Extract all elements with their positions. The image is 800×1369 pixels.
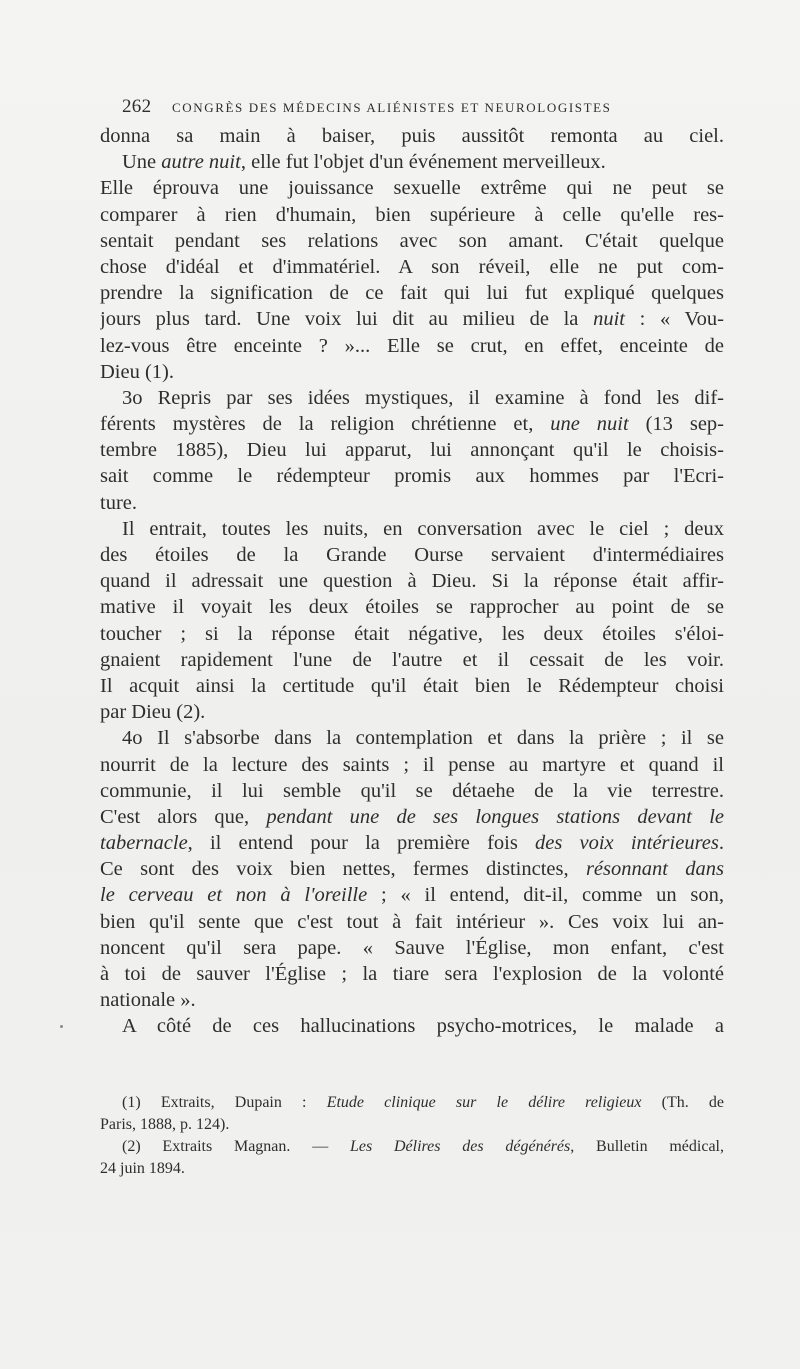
italic-text: autre nuit: [161, 151, 241, 174]
footnote-line: 24 juin 1894.: [100, 1160, 185, 1177]
italic-text: une nuit: [550, 413, 629, 436]
text-line: Elle éprouva une jouissance sexuelle extrême qui ne peut se: [100, 177, 724, 200]
page-number: 262: [122, 96, 152, 117]
text-line: prendre la signification de ce fait qui lui fut expliqué quelques: [100, 282, 724, 305]
italic-text: tabernacle: [100, 832, 188, 855]
paper-speck: [60, 1025, 63, 1028]
italic-text: pendant une de ses longues stations devant le: [266, 805, 724, 828]
text-line: à toi de sauver l'Église ; la tiare sera l'explosion de la volonté: [100, 963, 724, 985]
text-line: 3o Repris par ses idées mystiques, il examine à fond les dif-: [122, 386, 724, 409]
text-line: donna sa main à baiser, puis aussitôt remonta au ciel.: [100, 125, 724, 147]
footnote-line: (1) Extraits, Dupain : Etude clinique sur le délire religieux (Th. de: [122, 1094, 724, 1111]
page-header: [122, 96, 652, 120]
text-line: tembre 1885), Dieu lui apparut, lui annonçant qu'il le choisis-: [100, 439, 724, 462]
italic-text: Etude clinique sur le délire religieux: [326, 1094, 642, 1111]
text-line: des étoiles de la Grande Ourse servaient d'intermédiaires: [100, 544, 724, 566]
text-line: jours plus tard. Une voix lui dit au milieu de la nuit : « Vou-: [100, 308, 724, 331]
body-text: [100, 123, 724, 1040]
text-line: communie, il lui semble qu'il se détaehe de la vie terrestre.: [100, 779, 724, 802]
text-line: C'est alors que, pendant une de ses longues stations devant le: [100, 805, 724, 828]
italic-text: des voix intérieures: [535, 832, 719, 855]
text-line: 4o Il s'absorbe dans la contemplation et dans la prière ; il se: [122, 727, 724, 750]
italic-text: résonnant dans: [585, 858, 724, 881]
text-line: nationale ».: [100, 989, 196, 1012]
running-title: CONGRÈS DES MÉDECINS ALIÉNISTES ET NEUROLOGISTES: [172, 100, 612, 115]
text-line: comparer à rien d'humain, bien supérieure à celle qu'elle res-: [100, 203, 724, 226]
text-line: Dieu (1).: [100, 360, 175, 383]
text-line: Une autre nuit, elle fut l'objet d'un événement merveilleux.: [122, 151, 606, 174]
text-line: quand il adressait une question à Dieu. Si la réponse était affir-: [100, 570, 724, 593]
text-line: A côté de ces hallucinations psycho-motrices, le malade a: [122, 1015, 724, 1038]
text-line: nourrit de la lecture des saints ; il pense au martyre et quand il: [100, 753, 724, 776]
text-line: par Dieu (2).: [100, 701, 206, 724]
footnote-line: Paris, 1888, p. 124).: [100, 1116, 230, 1133]
text-line: Il acquit ainsi la certitude qu'il était bien le Rédempteur choisi: [100, 674, 724, 697]
text-line: le cerveau et non à l'oreille ; « il entend, dit-il, comme un son,: [100, 884, 724, 907]
text-line: noncent qu'il sera pape. « Sauve l'Église, mon enfant, c'est: [100, 936, 724, 959]
italic-text: nuit: [593, 308, 625, 331]
text-line: bien qu'il sente que c'est tout à fait intérieur ». Ces voix lui an-: [100, 910, 724, 933]
italic-text: Les Délires des dégénérés: [349, 1138, 571, 1155]
text-line: Il entrait, toutes les nuits, en conversation avec le ciel ; deux: [122, 517, 724, 540]
text-line: férents mystères de la religion chrétienne et, une nuit (13 sep-: [100, 413, 724, 436]
footnotes: [100, 1092, 724, 1180]
text-line: chose d'idéal et d'immatériel. A son réveil, elle ne put com-: [100, 255, 724, 278]
text-line: mative il voyait les deux étoiles se rapprocher au point de se: [100, 596, 724, 619]
text-line: gnaient rapidement l'une de l'autre et il cessait de les voir.: [100, 648, 724, 671]
text-line: tabernacle, il entend pour la première fois des voix intérieures.: [100, 832, 724, 855]
text-line: sentait pendant ses relations avec son amant. C'était quelque: [100, 229, 724, 252]
footnote-line: (2) Extraits Magnan. — Les Délires des dégénérés, Bulletin médical,: [122, 1138, 724, 1155]
text-line: Ce sont des voix bien nettes, fermes distinctes, résonnant dans: [100, 858, 724, 881]
text-line: lez-vous être enceinte ? »... Elle se crut, en effet, enceinte de: [100, 334, 724, 357]
italic-text: le cerveau et non à l'oreille: [100, 884, 368, 907]
text-line: ture.: [100, 491, 137, 514]
text-line: toucher ; si la réponse était négative, les deux étoiles s'éloi-: [100, 622, 724, 645]
text-line: sait comme le rédempteur promis aux hommes par l'Ecri-: [100, 465, 724, 488]
